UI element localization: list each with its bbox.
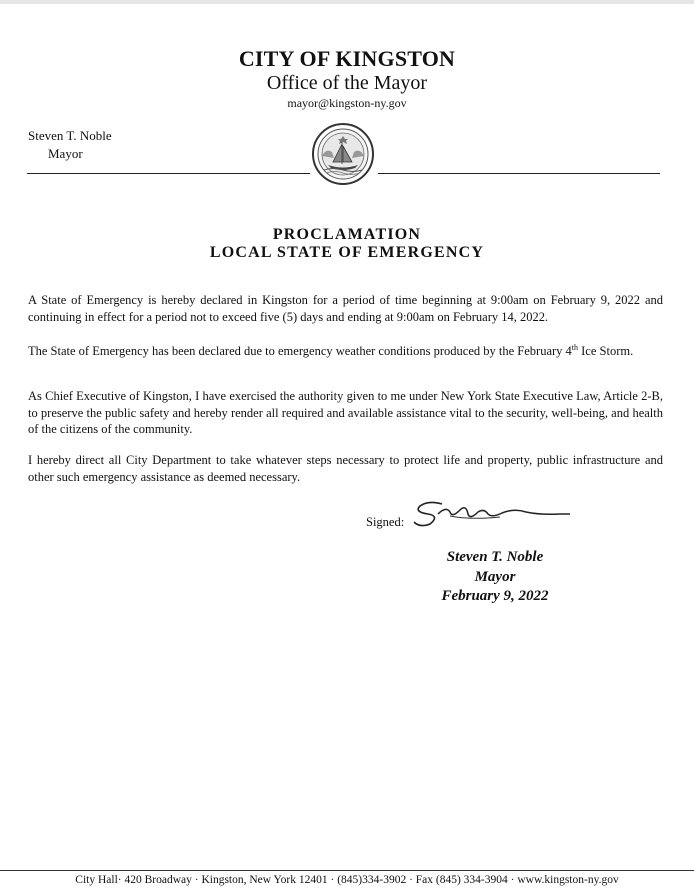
signer-title: Mayor [474,569,516,585]
top-border [0,0,694,4]
body-paragraph-2 [28,340,663,360]
city-name: CITY OF KINGSTON [238,46,456,71]
city-seal-icon [308,122,378,186]
footer-contact: City Hall· 420 Broadway · Kingston, New York 12401 · (845)334-3902 · Fax (845) 334-3904 · www.kingston-ny.gov [75,874,619,886]
office-title: Office of the Mayor [266,72,428,94]
signer-name: Steven T. Noble [446,549,544,565]
mayor-email: mayor@kingston-ny.gov [287,96,407,110]
signature-date: February 9, 2022 [441,588,549,604]
p2-superscript: th [571,343,579,352]
body-paragraph-3: As Chief Executive of Kingston, I have exercised the authority given to me under New York State Executive Law, Article 2-B, to preserve the public safety and hereby render all required and available assistance vital to the security, well-being, and health of the citizens of the community. [28,389,663,436]
body-paragraph-4: I hereby direct all City Department to take whatever steps necessary to protect life and property, public infrastructure and other such emergency assistance as deemed necessary. [28,453,663,484]
body-paragraph-1: A State of Emergency is hereby declared in Kingston for a period of time beginning at 9:00am on February 9, 2022 and continuing in effect for a period not to exceed five (5) days and ending at 9:00am on February 14, 2022. [28,293,663,324]
mayor-name: Steven T. Noble [28,128,112,143]
p2-text-end: Ice Storm. [578,344,634,359]
header-rule-left [27,173,310,174]
p2-text: The State of Emergency has been declared due to emergency weather conditions produced by the February 4 [28,344,572,359]
footer-rule [0,870,694,871]
proclamation-title: PROCLAMATION [272,226,422,243]
mayor-title: Mayor [48,146,83,161]
signed-label: Signed: [366,515,405,529]
proclamation-subtitle: LOCAL STATE OF EMERGENCY [209,244,485,261]
header-rule-right [378,173,660,174]
handwritten-signature [410,496,580,530]
